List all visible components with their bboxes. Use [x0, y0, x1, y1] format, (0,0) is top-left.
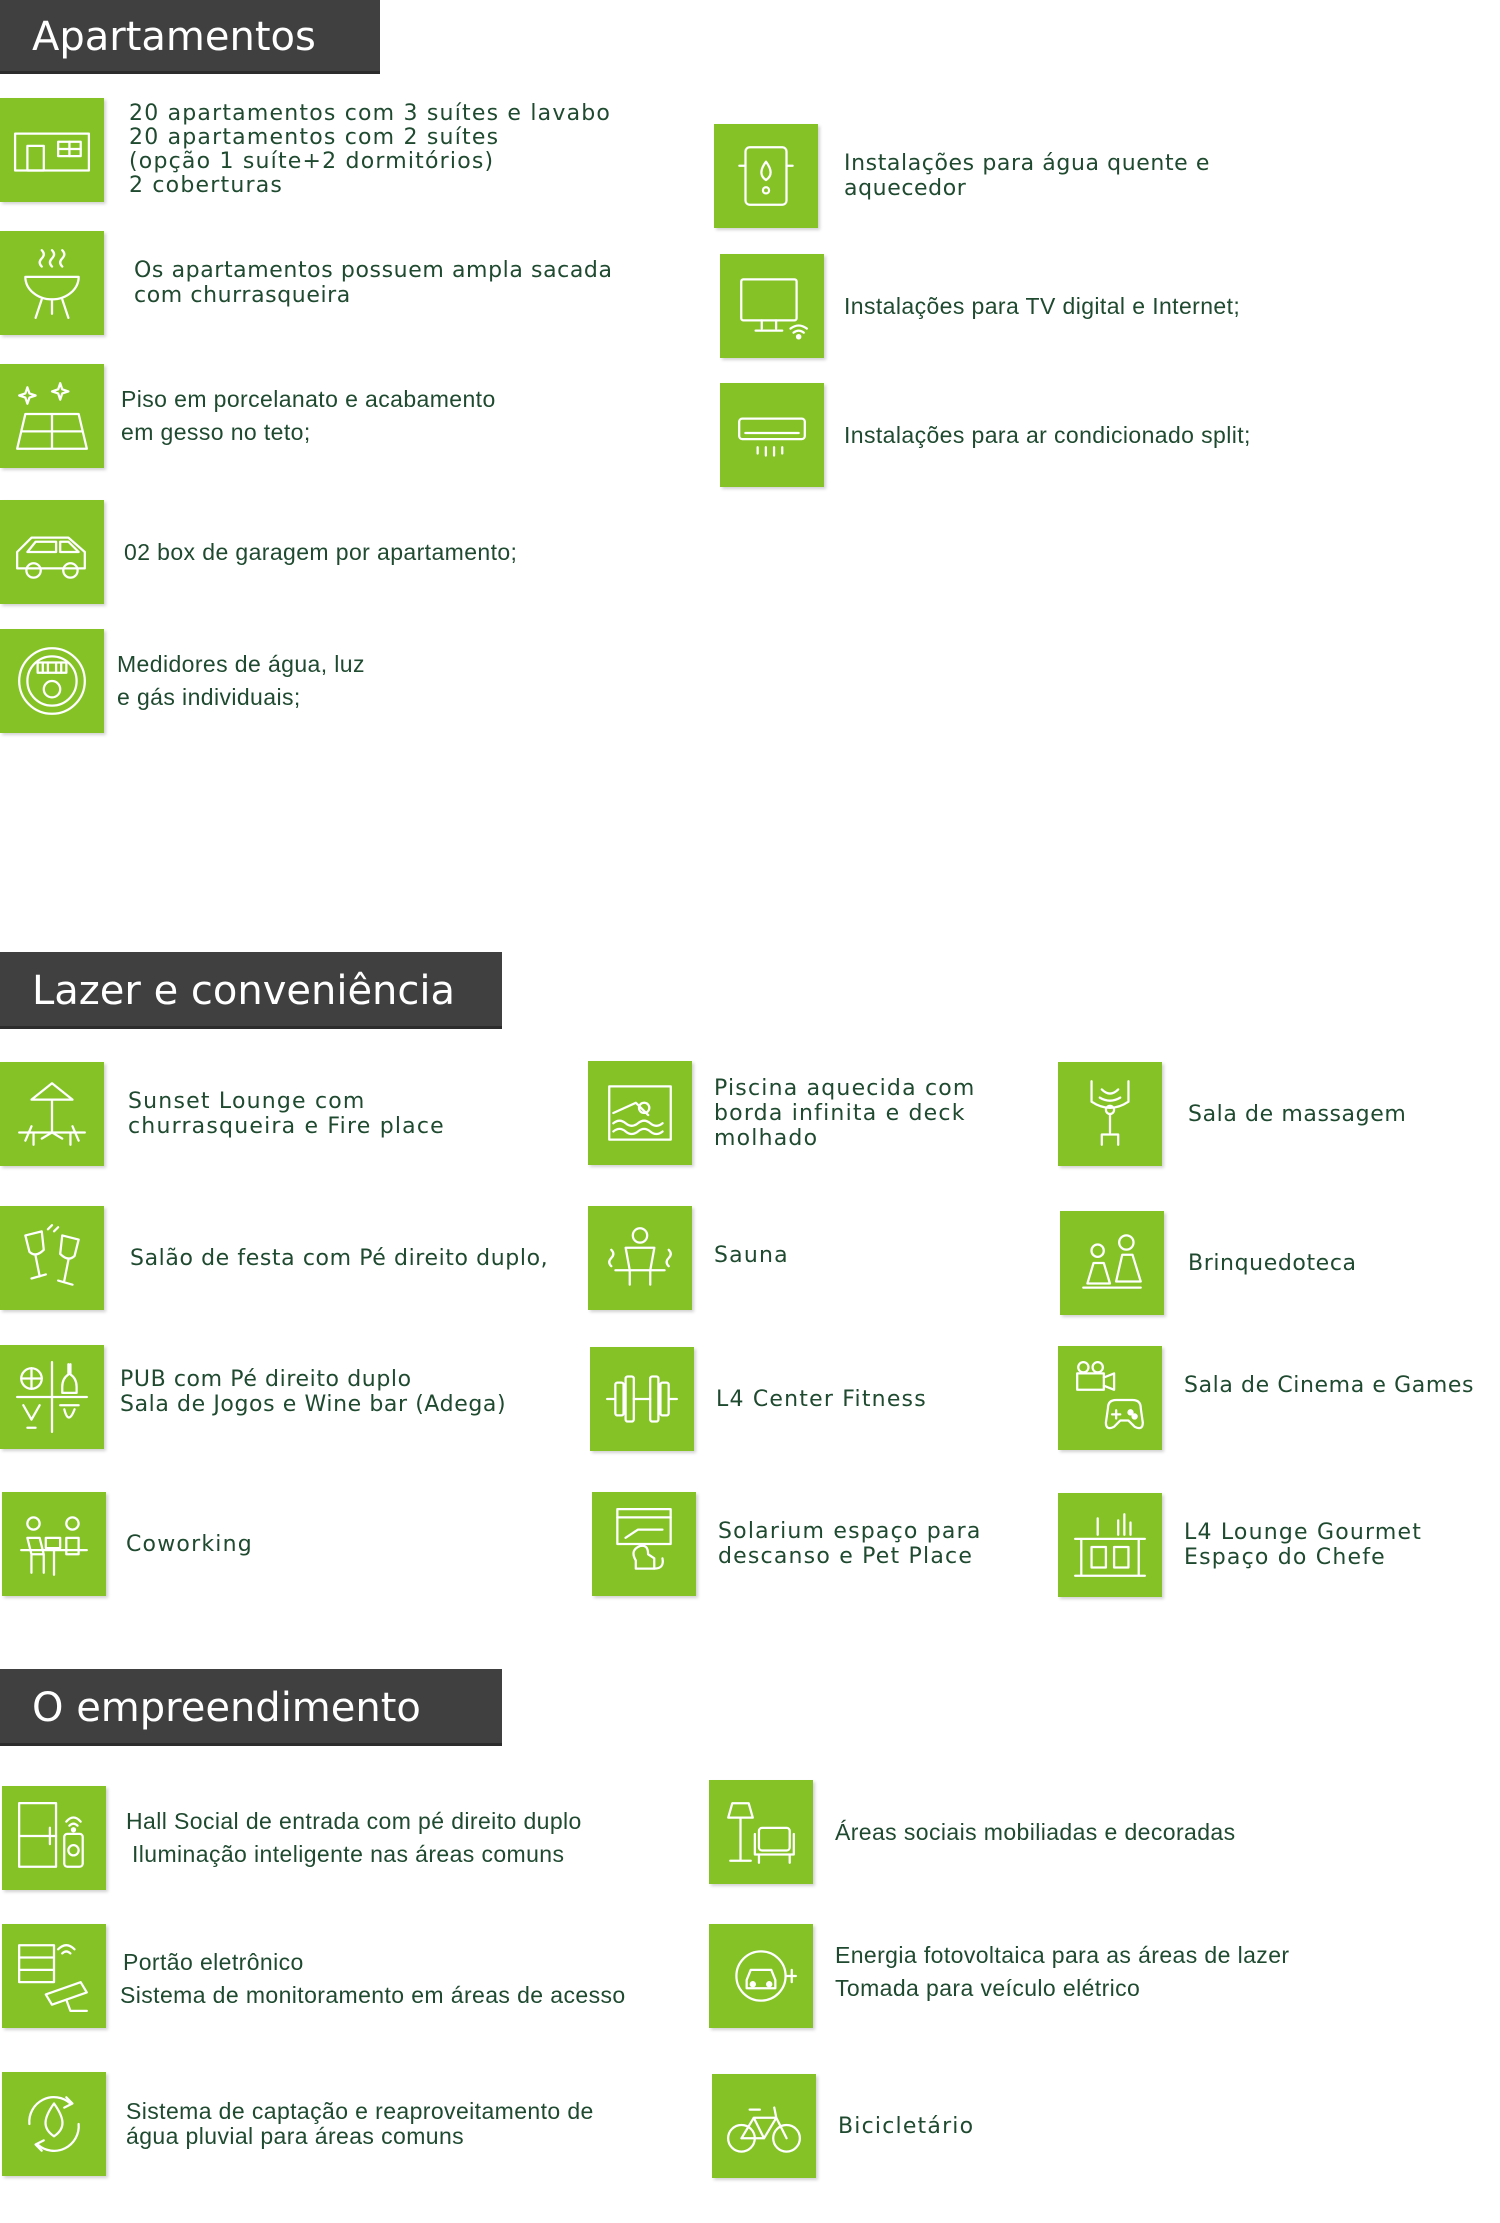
solarium-pet-icon [592, 1492, 696, 1596]
list-item [1058, 1346, 1474, 1450]
list-item [0, 98, 611, 202]
bicycle-icon [712, 2074, 816, 2178]
list-item [2, 1786, 582, 1890]
list-item [709, 1924, 1289, 2028]
item-line: Tomada para veículo elétrico [835, 1975, 1141, 2001]
kids-playroom-icon [1060, 1211, 1164, 1315]
champagne-glasses-icon [0, 1206, 104, 1310]
item-line: Espaço do Chefe [1184, 1545, 1386, 1570]
item-line: borda infinita e deck [714, 1100, 966, 1126]
list-item [588, 1061, 976, 1165]
list-item [720, 254, 1240, 358]
list-item [0, 1345, 506, 1449]
item-line: Energia fotovoltaica para as áreas de lazer [835, 1942, 1290, 1968]
list-item [709, 1780, 1236, 1884]
section-title-empreendimento: O empreendimento [0, 1669, 502, 1746]
gate-camera-icon [2, 1924, 106, 2028]
section-title-apartamentos: Apartamentos [0, 0, 380, 74]
item-line: 02 box de garagem por apartamento; [124, 538, 518, 565]
item-line: Instalações para TV digital e Internet; [844, 292, 1241, 319]
list-item [2, 1924, 626, 2028]
tv-wifi-icon [720, 254, 824, 358]
list-item [0, 500, 517, 604]
list-item [712, 2074, 974, 2178]
item-line: Os apartamentos possuem ampla sacada [134, 258, 613, 283]
item-line: com churrasqueira [134, 283, 351, 308]
gourmet-kitchen-icon [1058, 1493, 1162, 1597]
section-title-lazer: Lazer e conveniência [0, 952, 502, 1029]
item-line: 20 apartamentos com 3 suítes e lavabo [129, 101, 612, 126]
pub-wine-icon [0, 1345, 104, 1449]
item-line: 2 coberturas [129, 173, 284, 198]
item-line: Brinquedoteca [1188, 1250, 1357, 1276]
air-conditioner-icon [720, 383, 824, 487]
dumbbell-icon [590, 1347, 694, 1451]
list-item [0, 629, 365, 733]
massage-icon [1058, 1062, 1162, 1166]
list-item [714, 124, 1210, 228]
electric-car-plug-icon [709, 1924, 813, 2028]
list-item [1060, 1211, 1357, 1315]
item-line: Solarium espaço para [718, 1519, 982, 1544]
list-item [0, 364, 496, 468]
item-line: Sauna [714, 1242, 789, 1268]
item-line: Sistema de captação e reaproveitamento de [126, 2098, 594, 2124]
item-line: Salão de festa com Pé direito duplo, [130, 1245, 549, 1271]
sauna-icon [588, 1206, 692, 1310]
list-item [588, 1206, 789, 1310]
meter-icon [0, 629, 104, 733]
item-line: Instalações para ar condicionado split; [844, 421, 1251, 448]
item-line: Hall Social de entrada com pé direito duplo [126, 1808, 582, 1834]
floor-tiles-icon [0, 364, 104, 468]
list-item [1058, 1493, 1422, 1597]
barbecue-grill-icon [0, 231, 104, 335]
water-heater-icon [714, 124, 818, 228]
item-line: Sala de Cinema e Games [1184, 1372, 1475, 1398]
list-item [2, 2072, 594, 2176]
item-line: Sunset Lounge com [128, 1089, 366, 1114]
item-line: churrasqueira e Fire place [128, 1114, 445, 1139]
list-item [720, 383, 1251, 487]
list-item [2, 1492, 253, 1596]
list-item [1058, 1062, 1406, 1166]
list-item [0, 231, 613, 335]
item-line: Iluminação inteligente nas áreas comuns [132, 1841, 565, 1867]
item-line: Piscina aquecida com [714, 1075, 976, 1101]
item-line: Coworking [126, 1531, 253, 1557]
item-line: (opção 1 suíte+2 dormitórios) [129, 149, 495, 174]
smart-hall-icon [2, 1786, 106, 1890]
item-line: 20 apartamentos com 2 suítes [129, 125, 500, 150]
item-line: L4 Lounge Gourmet [1184, 1520, 1423, 1545]
cinema-gamepad-icon [1058, 1346, 1162, 1450]
coworking-icon [2, 1492, 106, 1596]
item-line: Sistema de monitoramento em áreas de acesso [120, 1982, 626, 2008]
item-line: e gás individuais; [117, 684, 301, 710]
lounge-umbrella-icon [0, 1062, 104, 1166]
item-line: Sala de Jogos e Wine bar (Adega) [120, 1392, 507, 1417]
item-line: Bicicletário [838, 2113, 975, 2139]
item-line: Medidores de água, luz [117, 651, 365, 677]
list-item [0, 1062, 445, 1166]
pool-icon [588, 1061, 692, 1165]
list-item [592, 1492, 982, 1596]
list-item [590, 1347, 927, 1451]
list-item [0, 1206, 548, 1310]
item-line: PUB com Pé direito duplo [120, 1367, 412, 1392]
furniture-lamp-icon [709, 1780, 813, 1884]
item-line: aquecedor [844, 176, 967, 201]
item-line: Instalações para água quente e [844, 151, 1211, 176]
house-floorplan-icon [0, 98, 104, 202]
item-line: descanso e Pet Place [718, 1544, 974, 1569]
item-line: Sala de massagem [1188, 1101, 1407, 1127]
item-line: molhado [714, 1125, 819, 1151]
item-line: L4 Center Fitness [716, 1386, 927, 1412]
item-line: água pluvial para áreas comuns [126, 2123, 465, 2149]
car-icon [0, 500, 104, 604]
item-line: Piso em porcelanato e acabamento [121, 386, 496, 412]
item-line: em gesso no teto; [121, 419, 311, 445]
item-line: Portão eletrônico [123, 1949, 304, 1975]
water-recycle-icon [2, 2072, 106, 2176]
item-line: Áreas sociais mobiliadas e decoradas [835, 1818, 1236, 1845]
